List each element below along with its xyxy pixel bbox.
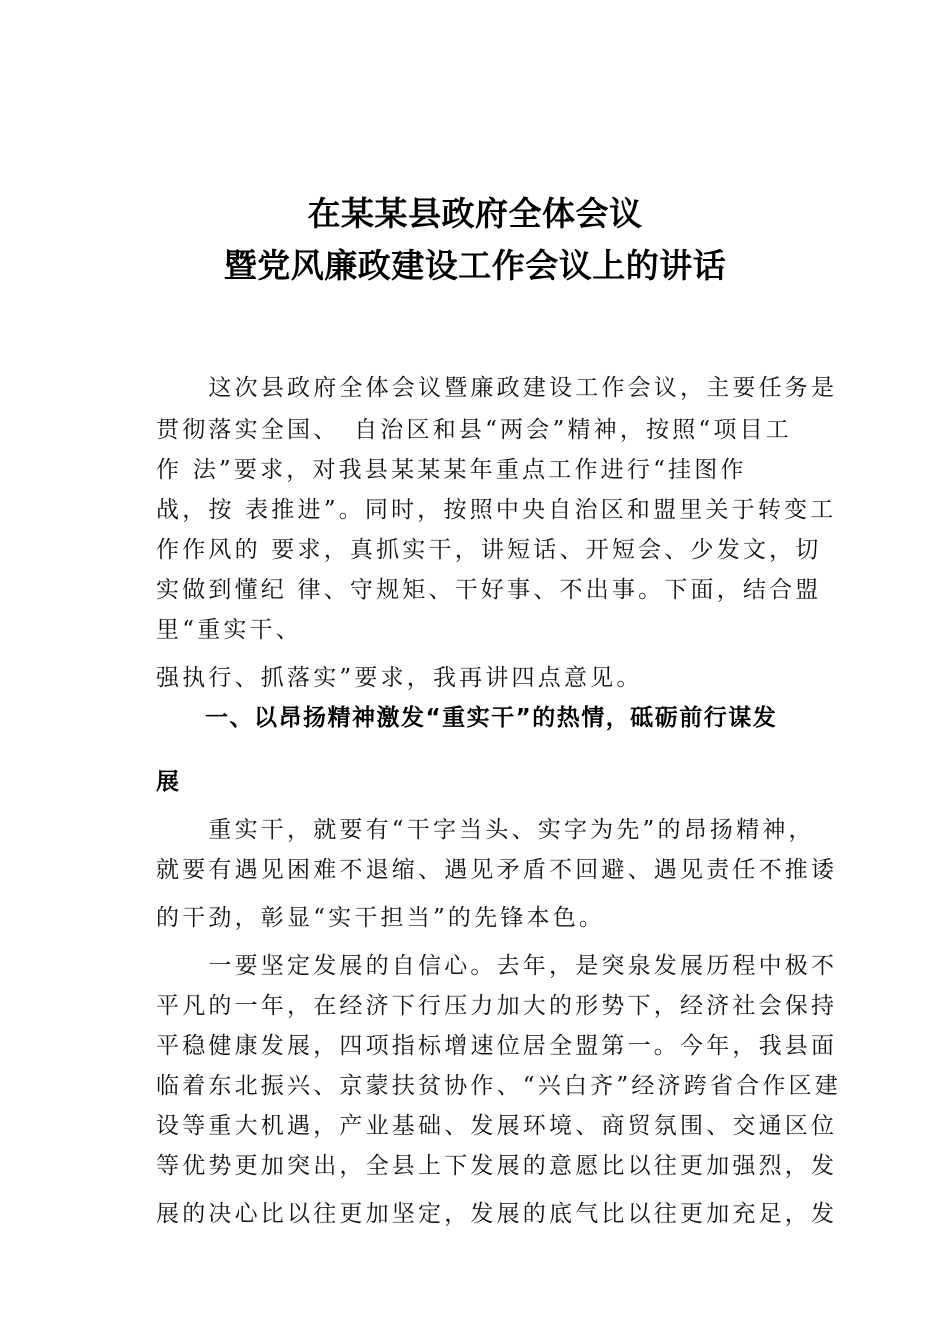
body-line: 展的决心比以往更加坚定，发展的底气比以往更加充足，发 bbox=[156, 1201, 838, 1227]
body-line: 这次县政府全体会议暨廉政建设工作会议，主要任务是 bbox=[156, 375, 838, 401]
body-line: 平稳健康发展，四项指标增速位居全盟第一。今年，我县面 bbox=[156, 1033, 838, 1059]
body-line: 作作风的 要求，真抓实干，讲短话、开短会、少发文，切 bbox=[156, 537, 822, 563]
body-line: 贯彻落实全国、 自治区和县“两会”精神，按照“项目工 bbox=[156, 417, 792, 443]
body-line: 的干劲，彰显“实干担当”的先锋本色。 bbox=[156, 905, 606, 931]
body-line: 战，按 表推进”。同时，按照中央自治区和盟里关于转变工 bbox=[156, 497, 837, 523]
title-line-1: 在某某县政府全体会议 bbox=[307, 194, 643, 233]
body-line: 作 法”要求，对我县某某某年重点工作进行“挂图作 bbox=[156, 457, 747, 483]
body-line: 等优势更加突出，全县上下发展的意愿比以往更加强烈，发 bbox=[156, 1153, 838, 1179]
body-line: 实做到懂纪 律、守规矩、干好事、不出事。下面，结合盟 bbox=[156, 577, 822, 603]
section-heading: 一、以昂扬精神激发“重实干”的热情，砥砺前行谋发 bbox=[156, 705, 778, 731]
body-line: 里“重实干、 bbox=[156, 617, 302, 643]
body-line: 设等重大机遇，产业基础、发展环境、商贸氛围、交通区位 bbox=[156, 1113, 838, 1139]
section-heading-continuation: 展 bbox=[156, 769, 181, 795]
body-line: 重实干，就要有“干字当头、实字为先”的昂扬精神， bbox=[156, 817, 815, 843]
body-line: 强执行、抓落实”要求，我再讲四点意见。 bbox=[156, 665, 643, 691]
body-line: 平凡的一年，在经济下行压力加大的形势下，经济社会保持 bbox=[156, 993, 838, 1019]
title-line-2: 暨党风廉政建设工作会议上的讲话 bbox=[223, 246, 727, 285]
body-line: 一要坚定发展的自信心。去年，是突泉发展历程中极不 bbox=[156, 953, 838, 979]
body-line: 临着东北振兴、京蒙扶贫协作、“兴白齐”经济跨省合作区建 bbox=[156, 1073, 841, 1099]
body-line: 就要有遇见困难不退缩、遇见矛盾不回避、遇见责任不推诿 bbox=[156, 857, 838, 883]
